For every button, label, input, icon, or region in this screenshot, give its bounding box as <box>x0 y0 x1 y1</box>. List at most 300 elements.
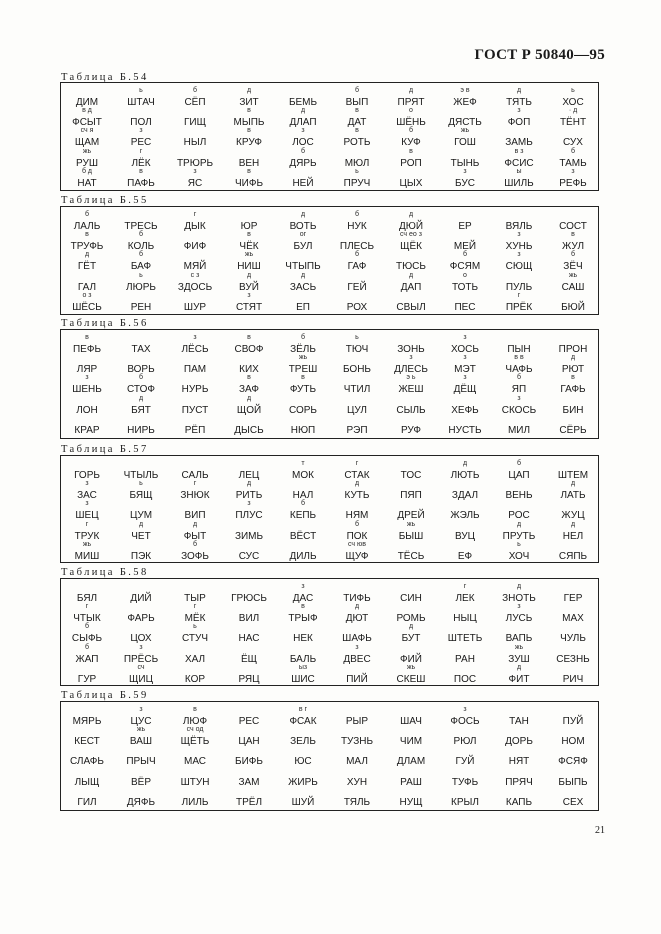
word-text: СИН <box>400 593 422 604</box>
word-cell <box>115 707 167 727</box>
word-cell <box>331 501 383 521</box>
word-text: ДЛАП <box>289 117 317 128</box>
table-row <box>61 665 598 685</box>
word-cell <box>61 747 113 767</box>
word-cell <box>61 88 113 108</box>
word-text: МИЛ <box>507 425 531 436</box>
phoneme-mark: б <box>354 251 359 258</box>
word-cell <box>547 461 599 481</box>
table-row <box>61 542 598 562</box>
table-row <box>61 788 598 808</box>
phoneme-mark: в <box>571 231 575 238</box>
phoneme-mark: д <box>246 395 252 402</box>
phoneme-mark: з <box>517 603 521 610</box>
table-row <box>61 747 598 767</box>
word-cell <box>223 461 275 481</box>
word-text: ЦЫХ <box>399 178 423 189</box>
phoneme-mark: ь <box>571 87 575 94</box>
word-text: СТУЧ <box>181 633 208 644</box>
word-text: БЯТ <box>131 405 151 416</box>
word-cell <box>331 788 383 808</box>
word-cell <box>331 542 383 562</box>
word-cell <box>277 768 329 788</box>
word-cell <box>439 522 491 542</box>
word-text: ДАТ <box>347 117 367 128</box>
word-cell <box>385 542 437 562</box>
word-cell <box>493 252 545 272</box>
word-text: ТОС <box>400 470 422 481</box>
phoneme-mark: в в <box>514 354 524 361</box>
word-text: РОХ <box>346 302 368 313</box>
word-text: БОНЬ <box>342 364 371 375</box>
word-text: ШЁСЬ <box>72 302 102 313</box>
word-table <box>60 455 599 563</box>
word-text: ПЛЕСЬ <box>339 241 375 252</box>
word-cell <box>61 481 113 501</box>
word-text: ПЯП <box>400 490 422 501</box>
word-text: ШУР <box>183 302 207 313</box>
phoneme-mark: т <box>301 460 305 467</box>
table-row <box>61 88 598 108</box>
word-cell <box>385 584 437 604</box>
word-text: ФСИС <box>504 158 534 169</box>
word-cell <box>115 212 167 232</box>
word-cell <box>169 128 221 148</box>
word-cell <box>277 355 329 375</box>
word-cell <box>385 396 437 416</box>
word-text: РЫР <box>345 716 369 727</box>
word-table <box>60 701 599 811</box>
word-cell <box>547 128 599 148</box>
word-text: ЧТЫПЬ <box>285 261 321 272</box>
word-cell <box>169 604 221 624</box>
word-cell <box>331 584 383 604</box>
phoneme-mark: о <box>463 272 467 279</box>
phoneme-mark: б <box>300 334 305 341</box>
word-text: МАЛ <box>346 756 368 767</box>
word-cell <box>331 355 383 375</box>
word-cell <box>115 396 167 416</box>
word-cell <box>493 522 545 542</box>
word-cell <box>547 624 599 644</box>
phoneme-mark: · д <box>568 107 578 114</box>
word-text: БЕМЬ <box>288 97 318 108</box>
word-cell <box>331 273 383 293</box>
word-text: ЛОС <box>292 137 314 148</box>
word-cell <box>277 232 329 252</box>
word-text: СЕХ <box>562 797 584 808</box>
word-cell <box>547 273 599 293</box>
word-cell <box>439 747 491 767</box>
word-text: ТЁСЬ <box>397 551 425 562</box>
word-cell <box>277 624 329 644</box>
word-cell <box>169 293 221 313</box>
word-text: ЛЁСЬ <box>181 344 209 355</box>
word-cell <box>331 707 383 727</box>
word-cell <box>331 396 383 416</box>
word-cell <box>439 169 491 189</box>
word-cell <box>115 727 167 747</box>
phoneme-mark: ь <box>355 168 359 175</box>
word-text: ГИЛ <box>77 797 97 808</box>
phoneme-mark: б <box>570 251 575 258</box>
word-cell <box>493 707 545 727</box>
word-text: ЗИМЬ <box>234 531 264 542</box>
word-text: ЗИТ <box>239 97 259 108</box>
word-cell <box>277 522 329 542</box>
word-cell <box>277 665 329 685</box>
word-text: ГЕЙ <box>347 282 367 293</box>
word-cell <box>493 645 545 665</box>
word-cell <box>385 707 437 727</box>
table-row <box>61 293 598 313</box>
word-cell <box>331 416 383 436</box>
phoneme-mark: з <box>247 292 251 299</box>
word-cell <box>331 522 383 542</box>
phoneme-mark: з <box>517 251 521 258</box>
phoneme-mark: в <box>301 374 305 381</box>
word-cell <box>331 747 383 767</box>
word-text: ЩЁТЬ <box>180 736 210 747</box>
word-cell <box>331 624 383 644</box>
word-cell <box>277 149 329 169</box>
phoneme-mark: д <box>462 460 468 467</box>
phoneme-mark: д <box>570 354 576 361</box>
word-cell <box>115 169 167 189</box>
word-cell <box>277 604 329 624</box>
word-text: ФИФ <box>183 241 207 252</box>
word-text: ГРЮСЬ <box>231 593 267 604</box>
table-row <box>61 501 598 521</box>
word-text: ЗЁЧ <box>563 261 583 272</box>
word-cell <box>547 88 599 108</box>
word-text: ФЫТ <box>183 531 207 542</box>
phoneme-mark: д <box>300 211 306 218</box>
word-text: ПОС <box>453 674 477 685</box>
word-text: ЩИЦ <box>129 674 153 685</box>
word-cell <box>493 481 545 501</box>
word-cell <box>385 645 437 665</box>
word-cell <box>331 252 383 272</box>
word-cell <box>547 481 599 501</box>
word-cell <box>493 542 545 562</box>
word-text: БУТ <box>401 633 421 644</box>
word-text: ТРЁЛ <box>235 797 262 808</box>
word-cell <box>61 665 113 685</box>
word-cell <box>493 665 545 685</box>
word-cell <box>169 481 221 501</box>
word-text: НЯМ <box>345 510 369 521</box>
word-cell <box>547 584 599 604</box>
phoneme-mark: з <box>247 500 251 507</box>
word-text: ЛЕЦ <box>238 470 260 481</box>
phoneme-mark: б <box>300 500 305 507</box>
word-cell <box>493 747 545 767</box>
word-text: РЮЛ <box>453 736 477 747</box>
table-caption: Таблица Б.56 <box>61 318 149 329</box>
word-cell <box>115 149 167 169</box>
word-cell <box>115 584 167 604</box>
word-text: ТЫНЬ <box>450 158 480 169</box>
word-cell <box>439 293 491 313</box>
word-cell <box>115 293 167 313</box>
word-cell <box>115 747 167 767</box>
word-cell <box>547 707 599 727</box>
word-text: БЮЙ <box>561 302 585 313</box>
word-cell <box>223 149 275 169</box>
word-cell <box>277 88 329 108</box>
word-text: ТАМЬ <box>559 158 587 169</box>
word-text: ГЕР <box>563 593 583 604</box>
word-cell <box>277 335 329 355</box>
word-text: БУЛ <box>293 241 313 252</box>
phoneme-mark: ь <box>139 272 143 279</box>
word-cell <box>169 645 221 665</box>
word-text: ЕП <box>296 302 310 313</box>
word-table <box>60 82 599 191</box>
word-text: БАФ <box>130 261 152 272</box>
word-cell <box>331 727 383 747</box>
word-text: ПЭК <box>130 551 152 562</box>
word-text: ВЁР <box>130 777 151 788</box>
phoneme-mark: б <box>354 211 359 218</box>
word-cell <box>223 747 275 767</box>
word-text: РУФ <box>400 425 422 436</box>
word-text: ЗАМЬ <box>505 137 533 148</box>
word-text: САШ <box>561 282 585 293</box>
word-text: ФАРЬ <box>127 613 155 624</box>
word-text: ЮР <box>240 221 258 232</box>
word-cell <box>385 727 437 747</box>
phoneme-mark: з <box>463 706 467 713</box>
word-text: ТУЗНЬ <box>340 736 374 747</box>
word-cell <box>169 149 221 169</box>
word-cell <box>385 293 437 313</box>
word-text: РАН <box>455 654 475 665</box>
table-row <box>61 169 598 189</box>
phoneme-mark: в <box>247 168 251 175</box>
word-text: РЕФЬ <box>559 178 587 189</box>
word-cell <box>223 481 275 501</box>
word-cell <box>493 293 545 313</box>
table-row <box>61 149 598 169</box>
word-cell <box>223 645 275 665</box>
word-text: ТЮЧ <box>345 344 369 355</box>
word-text: РИЧ <box>562 674 584 685</box>
word-cell <box>169 522 221 542</box>
phoneme-mark: ь <box>193 623 197 630</box>
word-cell <box>169 788 221 808</box>
word-cell <box>169 624 221 644</box>
word-cell <box>277 461 329 481</box>
word-cell <box>115 768 167 788</box>
word-cell <box>169 747 221 767</box>
word-cell <box>331 169 383 189</box>
word-cell <box>385 665 437 685</box>
phoneme-mark: з <box>301 583 305 590</box>
phoneme-mark: в д <box>82 107 92 114</box>
word-cell <box>439 149 491 169</box>
phoneme-mark: з <box>85 374 89 381</box>
word-text: ГОШ <box>454 137 476 148</box>
word-text: НУК <box>347 221 367 232</box>
word-text: ТИФЬ <box>343 593 371 604</box>
phoneme-mark: д <box>408 87 414 94</box>
word-text: РОП <box>400 158 422 169</box>
word-text: ТЯТЬ <box>506 97 532 108</box>
word-cell <box>493 88 545 108</box>
table-row <box>61 212 598 232</box>
phoneme-mark: сч од <box>186 726 204 733</box>
word-cell <box>277 727 329 747</box>
word-cell <box>493 584 545 604</box>
word-text: ЗАМ <box>238 777 260 788</box>
word-cell <box>277 747 329 767</box>
table-row <box>61 128 598 148</box>
word-text: ФИТ <box>508 674 530 685</box>
word-text: ЩАМ <box>74 137 100 148</box>
word-text: ДЯРЬ <box>289 158 317 169</box>
word-cell <box>439 707 491 727</box>
word-text: ГОРЬ <box>74 470 100 481</box>
word-text: РУШ <box>76 158 98 169</box>
phoneme-mark: б <box>570 148 575 155</box>
word-cell <box>169 727 221 747</box>
table-row <box>61 273 598 293</box>
phoneme-mark: б <box>354 521 359 528</box>
word-text: ЖИРЬ <box>288 777 318 788</box>
word-text: ШТУН <box>180 777 210 788</box>
phoneme-mark: д <box>570 480 576 487</box>
word-text: КРАР <box>74 425 100 436</box>
word-cell <box>547 293 599 313</box>
word-cell <box>169 232 221 252</box>
word-text: ЧЕТ <box>131 531 151 542</box>
word-cell <box>385 273 437 293</box>
word-cell <box>223 584 275 604</box>
word-text: ЗНЮК <box>180 490 210 501</box>
table-row <box>61 416 598 436</box>
phoneme-mark: д <box>408 623 414 630</box>
word-cell <box>223 788 275 808</box>
word-cell <box>547 335 599 355</box>
word-text: ЯС <box>187 178 203 189</box>
phoneme-mark: з <box>139 644 143 651</box>
word-cell <box>61 624 113 644</box>
phoneme-mark: з <box>517 395 521 402</box>
word-text: МИШ <box>74 551 100 562</box>
word-cell <box>223 604 275 624</box>
word-text: ДАС <box>292 593 314 604</box>
word-cell <box>223 396 275 416</box>
word-cell <box>169 416 221 436</box>
word-text: ШЁНЬ <box>396 117 426 128</box>
word-text: ЦУЛ <box>347 405 367 416</box>
word-text: ГАФЬ <box>560 384 586 395</box>
word-text: ШТЕМ <box>557 470 589 481</box>
phoneme-mark: ь <box>355 334 359 341</box>
phoneme-mark: д <box>246 87 252 94</box>
word-cell <box>385 212 437 232</box>
word-cell <box>61 108 113 128</box>
phoneme-mark: в <box>247 334 251 341</box>
word-cell <box>547 212 599 232</box>
phoneme-mark: б <box>192 87 197 94</box>
document-title: ГОСТ Р 50840—95 <box>474 47 605 63</box>
phoneme-mark: з <box>85 480 89 487</box>
word-cell <box>331 645 383 665</box>
word-cell <box>385 747 437 767</box>
word-text: ФУТЬ <box>289 384 317 395</box>
word-cell <box>385 232 437 252</box>
word-text: РОС <box>508 510 530 521</box>
phoneme-mark: жь <box>298 354 308 361</box>
word-cell <box>547 232 599 252</box>
phoneme-mark: э ь <box>406 374 416 381</box>
word-text: ПРЯТ <box>397 97 425 108</box>
word-cell <box>223 624 275 644</box>
word-text: МЁК <box>184 613 206 624</box>
word-text: ХАЛ <box>184 654 206 665</box>
word-text: НАТ <box>77 178 97 189</box>
word-text: ТАН <box>509 716 529 727</box>
phoneme-mark: д <box>246 272 252 279</box>
phoneme-mark: в <box>139 168 143 175</box>
phoneme-mark: б <box>300 148 305 155</box>
word-cell <box>277 396 329 416</box>
word-cell <box>547 645 599 665</box>
word-cell <box>277 416 329 436</box>
word-cell <box>385 522 437 542</box>
word-text: КРУФ <box>236 137 262 148</box>
phoneme-mark: о <box>409 107 413 114</box>
phoneme-mark: б <box>138 251 143 258</box>
word-text: ДИЛЬ <box>289 551 317 562</box>
phoneme-mark: з <box>193 334 197 341</box>
phoneme-mark: сч ео з <box>400 231 422 238</box>
word-text: ПУСТ <box>181 405 209 416</box>
word-text: ЛЕК <box>455 593 475 604</box>
word-text: СЮЩ <box>505 261 533 272</box>
word-text: ХОСЬ <box>451 344 479 355</box>
table-row <box>61 461 598 481</box>
table-row <box>61 232 598 252</box>
phoneme-mark: з <box>409 354 413 361</box>
word-text: РОТЬ <box>343 137 371 148</box>
phoneme-mark: д <box>354 480 360 487</box>
word-text: ЧИМ <box>399 736 423 747</box>
word-text: РАШ <box>400 777 422 788</box>
word-text: БИН <box>562 405 584 416</box>
word-text: ВЕНЬ <box>505 490 533 501</box>
word-cell <box>493 169 545 189</box>
phoneme-mark: в <box>85 231 89 238</box>
word-text: ВОТЬ <box>289 221 317 232</box>
word-text: ГЁТ <box>77 261 97 272</box>
word-text: ТРЫФ <box>288 613 318 624</box>
word-cell <box>277 252 329 272</box>
word-text: МЕЙ <box>453 241 477 252</box>
word-cell <box>331 335 383 355</box>
word-text: МЭТ <box>454 364 476 375</box>
word-cell <box>115 461 167 481</box>
word-text: МАС <box>183 756 206 767</box>
phoneme-mark: з <box>139 706 143 713</box>
word-cell <box>547 375 599 395</box>
word-cell <box>61 768 113 788</box>
word-cell <box>169 375 221 395</box>
word-cell <box>169 212 221 232</box>
